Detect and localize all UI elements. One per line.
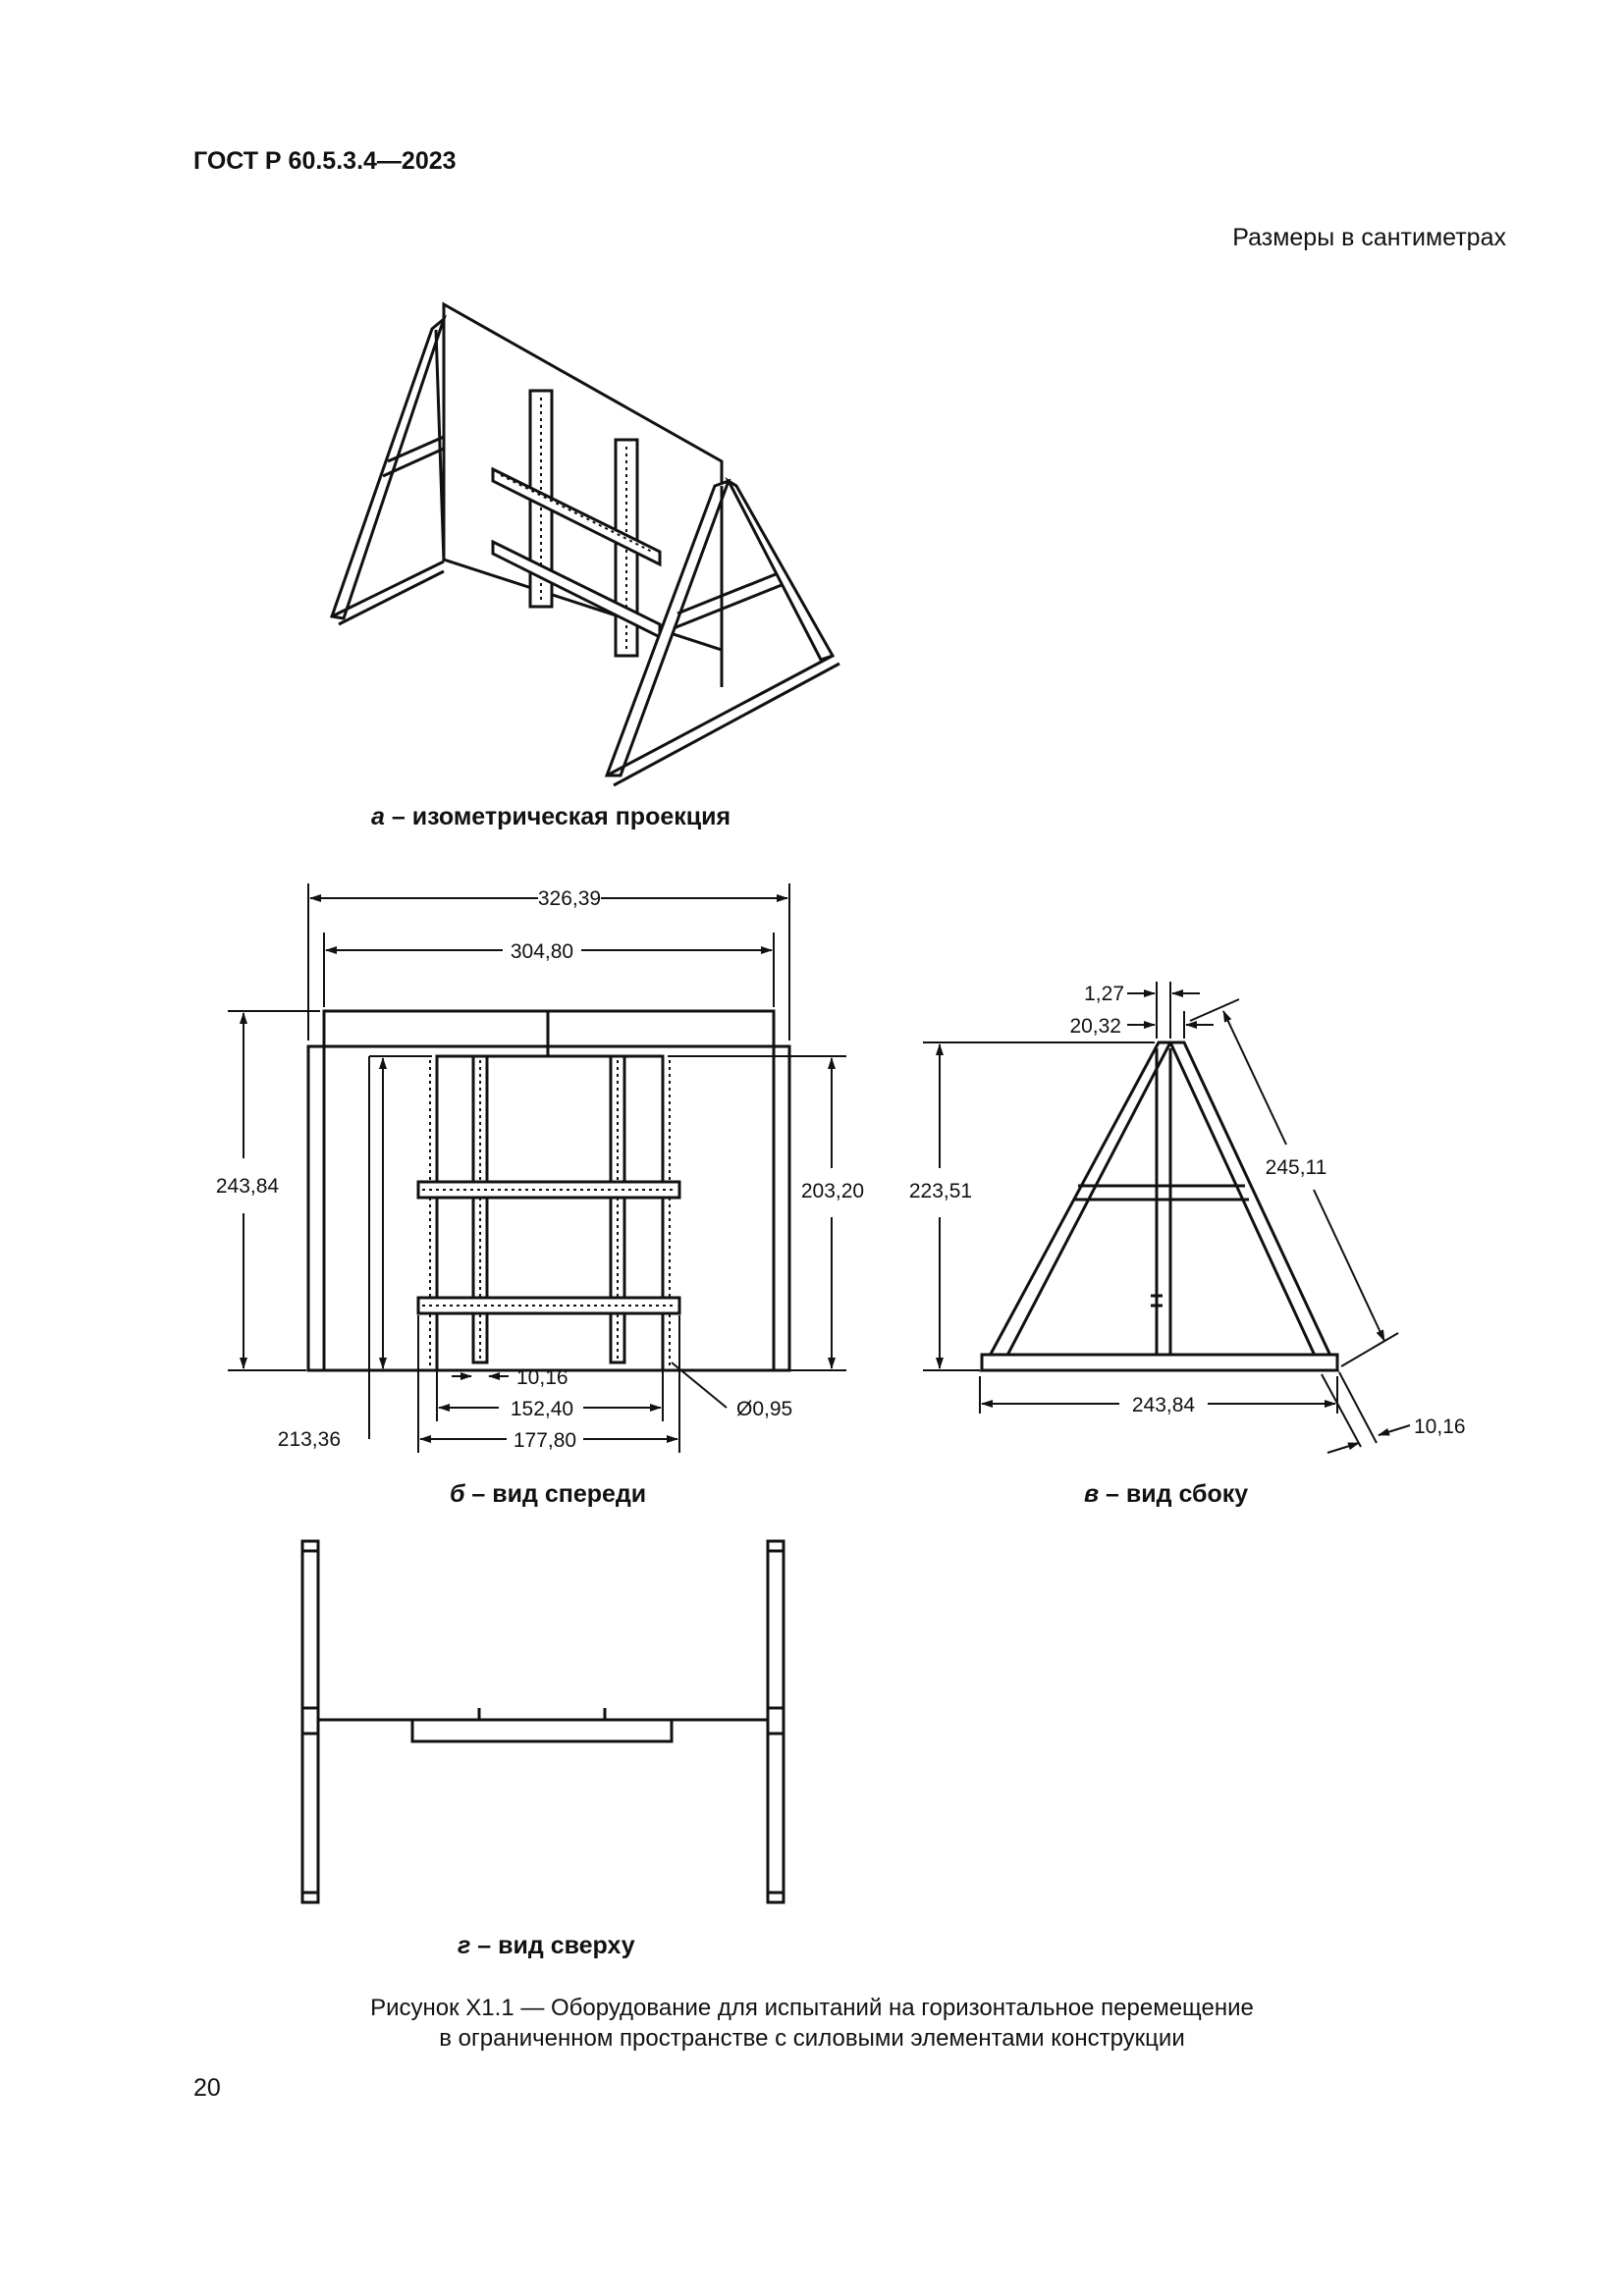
dim-frame-height: 203,20 xyxy=(800,1180,865,1202)
dim-rail-spacing: 152,40 xyxy=(510,1398,574,1420)
front-view xyxy=(308,1011,789,1370)
document-header: ГОСТ Р 60.5.3.4—2023 xyxy=(193,147,457,175)
top-view xyxy=(302,1541,784,1902)
dim-hole-diameter: Ø0,95 xyxy=(736,1398,793,1420)
dim-top-gap-small: 1,27 xyxy=(1084,983,1124,1005)
dim-overall-height: 243,84 xyxy=(215,1175,280,1198)
figure-caption xyxy=(0,1993,1624,2054)
page-number: 20 xyxy=(193,2074,221,2102)
caption-isometric: а – изометрическая проекция xyxy=(371,803,731,830)
dim-top-gap: 20,32 xyxy=(1069,1015,1121,1038)
caption-side: в – вид сбоку xyxy=(1084,1480,1249,1508)
dim-base-width: 243,84 xyxy=(1131,1394,1196,1416)
dim-overall-width: 326,39 xyxy=(537,887,602,910)
dim-leg-thickness: 10,16 xyxy=(1414,1415,1466,1438)
caption-top: г – вид сверху xyxy=(458,1932,635,1959)
figure-caption-line2: в ограниченном пространстве с силовыми элементами конструкции xyxy=(439,2025,1185,2052)
dim-rail-outer: 177,80 xyxy=(513,1429,577,1452)
dim-inner-height: 213,36 xyxy=(277,1428,341,1451)
dim-side-height: 223,51 xyxy=(908,1180,973,1202)
side-view xyxy=(982,1042,1337,1370)
dim-inner-width: 304,80 xyxy=(510,940,574,963)
units-note: Размеры в сантиметрах xyxy=(1232,224,1506,251)
caption-front: б – вид спереди xyxy=(450,1480,647,1508)
isometric-view xyxy=(332,304,839,785)
figure-caption-line1: Рисунок Х1.1 — Оборудование для испытаний на горизонтальное перемещение xyxy=(370,1995,1254,2021)
dim-leg-length: 245,11 xyxy=(1265,1156,1327,1179)
dim-member-width: 10,16 xyxy=(516,1366,568,1389)
